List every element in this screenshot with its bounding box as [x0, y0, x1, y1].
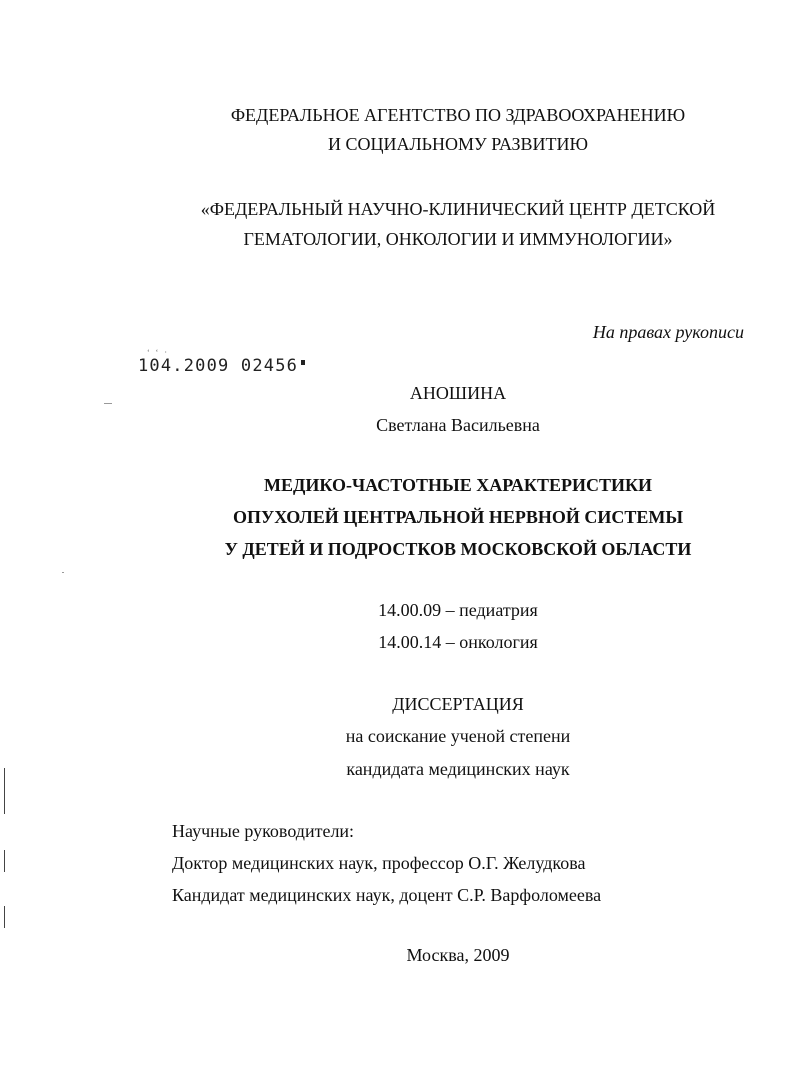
title-line-1: МЕДИКО-ЧАСТОТНЫЕ ХАРАКТЕРИСТИКИ: [263, 475, 653, 495]
stamp-dot-icon: [301, 360, 305, 365]
supervisor-1: Доктор медицинских наук, профессор О.Г. Желудкова: [172, 853, 586, 873]
agency-line-2: И СОЦИАЛЬНОМУ РАЗВИТИЮ: [327, 134, 589, 154]
supervisor-2: Кандидат медицинских наук, доцент С.Р. Варфоломеева: [172, 885, 602, 905]
stamp-ticks-mark: ‘ ‘ ·: [147, 348, 169, 357]
title-line-2: ОПУХОЛЕЙ ЦЕНТРАЛЬНОЙ НЕРВНОЙ СИСТЕМЫ: [232, 507, 684, 527]
document-type: ДИССЕРТАЦИЯ: [392, 694, 524, 714]
scan-artifact-mark: [62, 572, 64, 573]
specialty-2: 14.00.14 – онкология: [378, 632, 538, 652]
center-line-2: ГЕМАТОЛОГИИ, ОНКОЛОГИИ И ИММУНОЛОГИИ»: [243, 229, 673, 249]
scan-artifact-mark: [104, 403, 112, 404]
supervisors-heading: Научные руководители:: [172, 821, 355, 841]
registry-stamp: [138, 356, 305, 376]
manuscript-note: На правах рукописи: [592, 322, 744, 342]
specialty-1: 14.00.09 – педиатрия: [378, 600, 538, 620]
degree-purpose-line-1: на соискание ученой степени: [345, 726, 571, 746]
center-line-1: «ФЕДЕРАЛЬНЫЙ НАУЧНО-КЛИНИЧЕСКИЙ ЦЕНТР ДЕТСКОЙ: [200, 199, 716, 219]
degree-purpose-line-2: кандидата медицинских наук: [346, 759, 570, 779]
scan-artifact-mark: [4, 850, 5, 872]
agency-line-1: ФЕДЕРАЛЬНОЕ АГЕНТСТВО ПО ЗДРАВООХРАНЕНИЮ: [230, 105, 686, 125]
place-year: Москва, 2009: [406, 945, 510, 965]
registry-stamp-number: 104.2009 02456: [138, 356, 299, 376]
author-given-names: Светлана Васильевна: [376, 415, 540, 435]
title-line-3: У ДЕТЕЙ И ПОДРОСТКОВ МОСКОВСКОЙ ОБЛАСТИ: [224, 539, 692, 559]
scan-artifact-mark: [4, 768, 5, 814]
author-surname: АНОШИНА: [409, 383, 507, 403]
scan-artifact-mark: [4, 906, 5, 928]
